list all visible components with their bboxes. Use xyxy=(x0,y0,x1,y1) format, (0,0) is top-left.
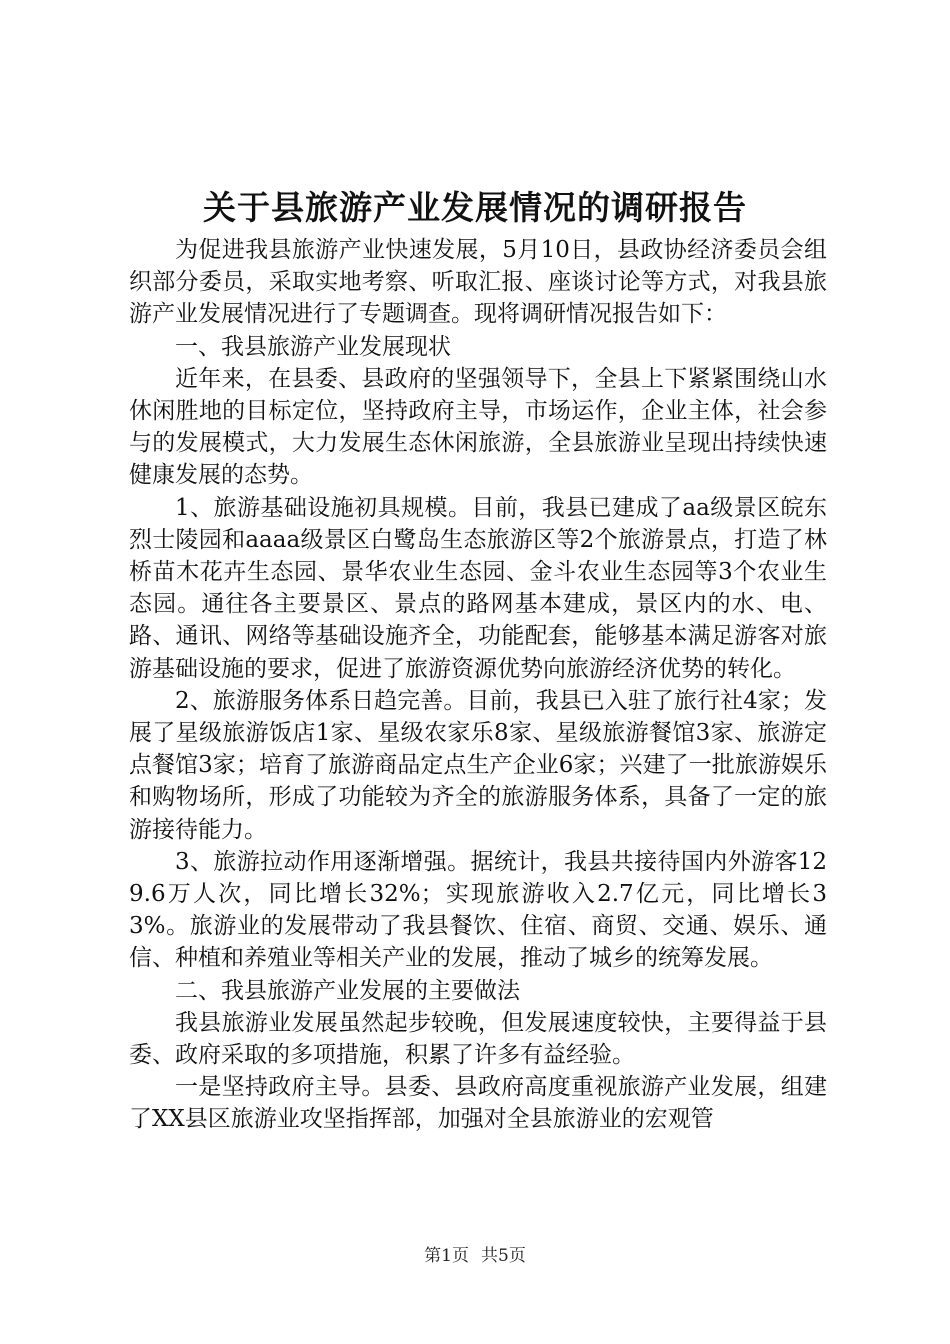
document-body xyxy=(129,234,827,1136)
paragraph-practices-intro: 我县旅游业发展虽然起步较晚，但发展速度较快，主要得益于县委、政府采取的多项措施，积累了许多有益经验。 xyxy=(129,1009,827,1069)
paragraph-driving-effect: 3、旅游拉动作用逐渐增强。据统计，我县共接待国内外游客129.6万人次，同比增长32%；实现旅游收入2.7亿元，同比增长33%。旅游业的发展带动了我县餐饮、住宿、商贸、交通、娱乐、通信、种植和养殖业等相关产业的发展，推动了城乡的统筹发展。 xyxy=(129,848,827,972)
paragraph-overview: 近年来，在县委、县政府的坚强领导下，全县上下紧紧围绕山水休闲胜地的目标定位，坚持政府主导，市场运作，企业主体，社会参与的发展模式，大力发展生态休闲旅游，全县旅游业呈现出持续快速健康发展的态势。 xyxy=(129,365,827,489)
paragraph-intro: 为促进我县旅游产业快速发展，5月10日，县政协经济委员会组织部分委员，采取实地考察、听取汇报、座谈讨论等方式，对我县旅游产业发展情况进行了专题调查。现将调研情况报告如下： xyxy=(129,237,827,328)
document-title: 关于县旅游产业发展情况的调研报告 xyxy=(203,188,747,227)
section-heading-1: 一、我县旅游产业发展现状 xyxy=(175,333,451,360)
paragraph-infrastructure: 1、旅游基础设施初具规模。目前，我县已建成了aa级景区皖东烈士陵园和aaaa级景区白鹭岛生态旅游区等2个旅游景点，打造了林桥苗木花卉生态园、景华农业生态园、金斗农业生态园等3个农业生态园。通往各主要景区、景点的路网基本建成，景区内的水、电、路、通讯、网络等基础设施齐全，功能配套，能够基本满足游客对旅游基础设施的要求，促进了旅游资源优势向旅游经济优势的转化。 xyxy=(129,494,827,682)
page-total: 共5页 xyxy=(481,1246,526,1266)
paragraph-government-led: 一是坚持政府主导。县委、县政府高度重视旅游产业发展，组建了XX县区旅游业攻坚指挥部，加强对全县旅游业的宏观管 xyxy=(129,1074,827,1133)
page-footer xyxy=(0,1244,950,1268)
section-heading-2: 二、我县旅游产业发展的主要做法 xyxy=(175,977,520,1004)
page-number: 第1页 xyxy=(424,1246,469,1266)
paragraph-service-system: 2、旅游服务体系日趋完善。目前，我县已入驻了旅行社4家；发展了星级旅游饭店1家、星级农家乐8家、星级旅游餐馆3家、旅游定点餐馆3家；培育了旅游商品定点生产企业6家；兴建了一批旅游娱乐和购物场所，形成了功能较为齐全的旅游服务体系，具备了一定的旅游接待能力。 xyxy=(129,687,827,843)
